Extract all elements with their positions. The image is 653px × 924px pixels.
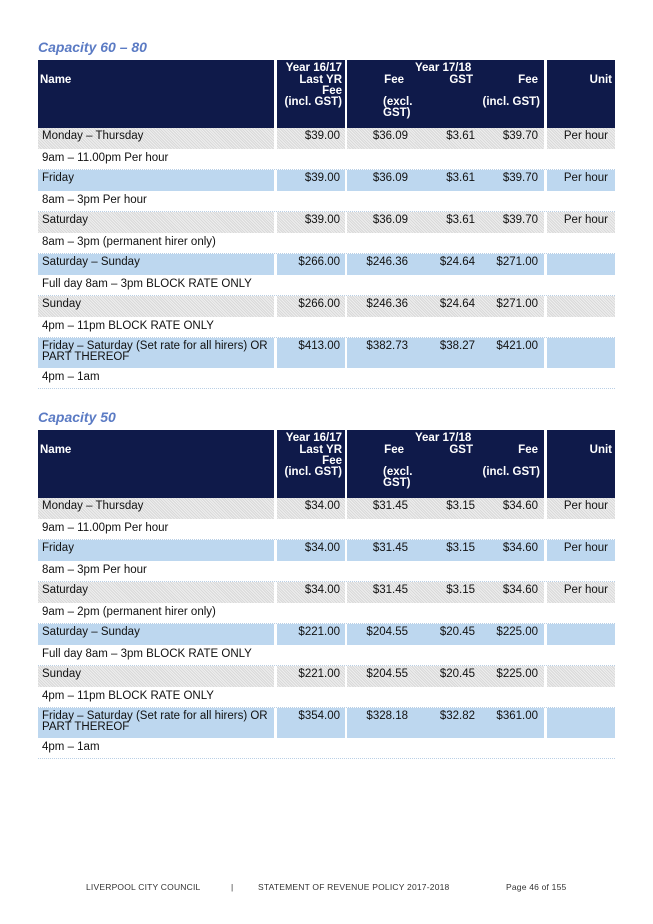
header-name <box>38 60 274 128</box>
row-last-fee: $266.00 <box>277 254 345 275</box>
row-last-fee: $413.00 <box>277 338 345 368</box>
row-description: 4pm – 11pm BLOCK RATE ONLY <box>38 687 615 708</box>
row-description: 4pm – 1am <box>38 368 615 389</box>
row-gst: $20.45 <box>415 666 480 687</box>
row-fee-incl: $225.00 <box>480 666 544 687</box>
row-unit: Per hour <box>547 540 615 561</box>
header-fee-incl: Fee <box>518 74 538 86</box>
row-gst: $3.15 <box>415 582 480 603</box>
row-last-fee: $34.00 <box>277 540 345 561</box>
row-last-fee: $266.00 <box>277 296 345 317</box>
header-year-last: Year 16/17 <box>285 432 342 444</box>
header-gst: GST <box>449 74 473 86</box>
row-fee-incl: $271.00 <box>480 254 544 275</box>
row-fee-incl: $361.00 <box>480 708 544 738</box>
table-row <box>38 128 615 149</box>
row-description: 9am – 2pm (permanent hirer only) <box>38 603 615 624</box>
header-year-current: Year 17/18 <box>415 62 472 74</box>
row-description: 9am – 11.00pm Per hour <box>38 149 615 170</box>
row-fee: $36.09 <box>347 170 415 191</box>
section-title: Capacity 50 <box>38 409 116 425</box>
table-row <box>38 540 615 561</box>
row-description: 8am – 3pm Per hour <box>38 561 615 582</box>
row-last-fee: $39.00 <box>277 212 345 233</box>
row-gst: $3.61 <box>415 212 480 233</box>
row-gst: $38.27 <box>415 338 480 368</box>
table-header <box>38 60 615 128</box>
row-fee: $204.55 <box>347 624 415 645</box>
footer-separator: | <box>231 882 234 892</box>
row-unit: Per hour <box>547 582 615 603</box>
row-fee-incl: $39.70 <box>480 170 544 191</box>
header-year-current: Year 17/18 <box>415 432 472 444</box>
row-last-fee: $39.00 <box>277 128 345 149</box>
header-fee: Fee <box>384 74 404 86</box>
row-last-fee: $39.00 <box>277 170 345 191</box>
table-row <box>38 254 615 275</box>
header-name-label: Name <box>40 74 72 86</box>
header-last-year <box>277 430 345 498</box>
row-gst: $3.15 <box>415 498 480 519</box>
row-gst: $32.82 <box>415 708 480 738</box>
table-row <box>38 582 615 603</box>
row-name: Sunday <box>38 296 274 317</box>
row-gst: $24.64 <box>415 296 480 317</box>
row-last-fee: $34.00 <box>277 498 345 519</box>
row-gst: $24.64 <box>415 254 480 275</box>
row-fee: $246.36 <box>347 296 415 317</box>
row-fee-incl: $39.70 <box>480 212 544 233</box>
header-name <box>38 430 274 498</box>
header-last-line: (incl. GST) <box>284 96 342 108</box>
header-last-year <box>277 60 345 128</box>
footer-page-number: Page 46 of 155 <box>506 882 567 892</box>
row-unit <box>547 666 615 687</box>
header-last-line: Fee <box>322 85 342 97</box>
row-name: Saturday <box>38 212 274 233</box>
header-last-line: Last YR <box>299 74 342 86</box>
row-unit: Per hour <box>547 212 615 233</box>
footer-council: LIVERPOOL CITY COUNCIL <box>86 882 201 892</box>
row-fee-incl: $271.00 <box>480 296 544 317</box>
section-capacity-60-80 <box>38 38 615 389</box>
row-unit <box>547 254 615 275</box>
row-unit <box>547 624 615 645</box>
row-unit <box>547 338 615 368</box>
header-last-line: Fee <box>322 455 342 467</box>
row-last-fee: $221.00 <box>277 666 345 687</box>
row-last-fee: $221.00 <box>277 624 345 645</box>
row-gst: $20.45 <box>415 624 480 645</box>
row-description: 8am – 3pm (permanent hirer only) <box>38 233 615 254</box>
table-row <box>38 170 615 191</box>
row-name: Saturday – Sunday <box>38 254 274 275</box>
header-year-last: Year 16/17 <box>285 62 342 74</box>
header-current-year <box>347 430 544 498</box>
row-description: 4pm – 1am <box>38 738 615 759</box>
header-excl: GST) <box>383 107 411 119</box>
row-last-fee: $34.00 <box>277 582 345 603</box>
row-gst: $3.15 <box>415 540 480 561</box>
row-fee: $36.09 <box>347 128 415 149</box>
table-row <box>38 296 615 317</box>
row-gst: $3.61 <box>415 128 480 149</box>
row-unit <box>547 708 615 738</box>
row-description: 9am – 11.00pm Per hour <box>38 519 615 540</box>
row-name: Monday – Thursday <box>38 128 274 149</box>
header-unit <box>547 60 615 128</box>
header-unit-label: Unit <box>589 444 612 456</box>
row-name: Sunday <box>38 666 274 687</box>
row-fee-incl: $225.00 <box>480 624 544 645</box>
header-excl: GST) <box>383 477 411 489</box>
row-fee: $31.45 <box>347 582 415 603</box>
table-row <box>38 666 615 687</box>
table-row <box>38 212 615 233</box>
table-row <box>38 338 615 368</box>
row-description: Full day 8am – 3pm BLOCK RATE ONLY <box>38 645 615 666</box>
row-unit: Per hour <box>547 498 615 519</box>
header-unit-label: Unit <box>589 74 612 86</box>
row-description: 4pm – 11pm BLOCK RATE ONLY <box>38 317 615 338</box>
row-fee: $31.45 <box>347 498 415 519</box>
header-unit <box>547 430 615 498</box>
row-name: Saturday – Sunday <box>38 624 274 645</box>
row-fee-incl: $34.60 <box>480 540 544 561</box>
header-gst: GST <box>449 444 473 456</box>
row-name: Friday – Saturday (Set rate for all hirers) OR PART THEREOF <box>38 338 274 368</box>
row-name: Friday <box>38 170 274 191</box>
row-name: Friday – Saturday (Set rate for all hirers) OR PART THEREOF <box>38 708 274 738</box>
table-row <box>38 498 615 519</box>
section-capacity-50 <box>38 408 615 759</box>
row-fee-incl: $34.60 <box>480 498 544 519</box>
footer-policy: STATEMENT OF REVENUE POLICY 2017-2018 <box>258 882 450 892</box>
row-description: 8am – 3pm Per hour <box>38 191 615 212</box>
row-fee: $246.36 <box>347 254 415 275</box>
header-fee: Fee <box>384 444 404 456</box>
header-excl: (excl. <box>383 96 413 108</box>
header-last-line: Last YR <box>299 444 342 456</box>
row-unit: Per hour <box>547 170 615 191</box>
row-fee: $328.18 <box>347 708 415 738</box>
header-excl: (excl. <box>383 466 413 478</box>
row-fee: $31.45 <box>347 540 415 561</box>
header-fee-incl: Fee <box>518 444 538 456</box>
header-last-line: (incl. GST) <box>284 466 342 478</box>
header-incl: (incl. GST) <box>482 96 540 108</box>
row-description: Full day 8am – 3pm BLOCK RATE ONLY <box>38 275 615 296</box>
table-row <box>38 624 615 645</box>
row-fee-incl: $34.60 <box>480 582 544 603</box>
row-fee: $382.73 <box>347 338 415 368</box>
section-title: Capacity 60 – 80 <box>38 39 147 55</box>
row-last-fee: $354.00 <box>277 708 345 738</box>
row-name: Friday <box>38 540 274 561</box>
row-unit: Per hour <box>547 128 615 149</box>
row-unit <box>547 296 615 317</box>
row-fee: $36.09 <box>347 212 415 233</box>
row-fee: $204.55 <box>347 666 415 687</box>
row-fee-incl: $421.00 <box>480 338 544 368</box>
row-gst: $3.61 <box>415 170 480 191</box>
table-row <box>38 708 615 738</box>
row-name: Saturday <box>38 582 274 603</box>
row-name: Monday – Thursday <box>38 498 274 519</box>
header-name-label: Name <box>40 444 72 456</box>
header-current-year <box>347 60 544 128</box>
row-fee-incl: $39.70 <box>480 128 544 149</box>
table-header <box>38 430 615 498</box>
header-incl: (incl. GST) <box>482 466 540 478</box>
